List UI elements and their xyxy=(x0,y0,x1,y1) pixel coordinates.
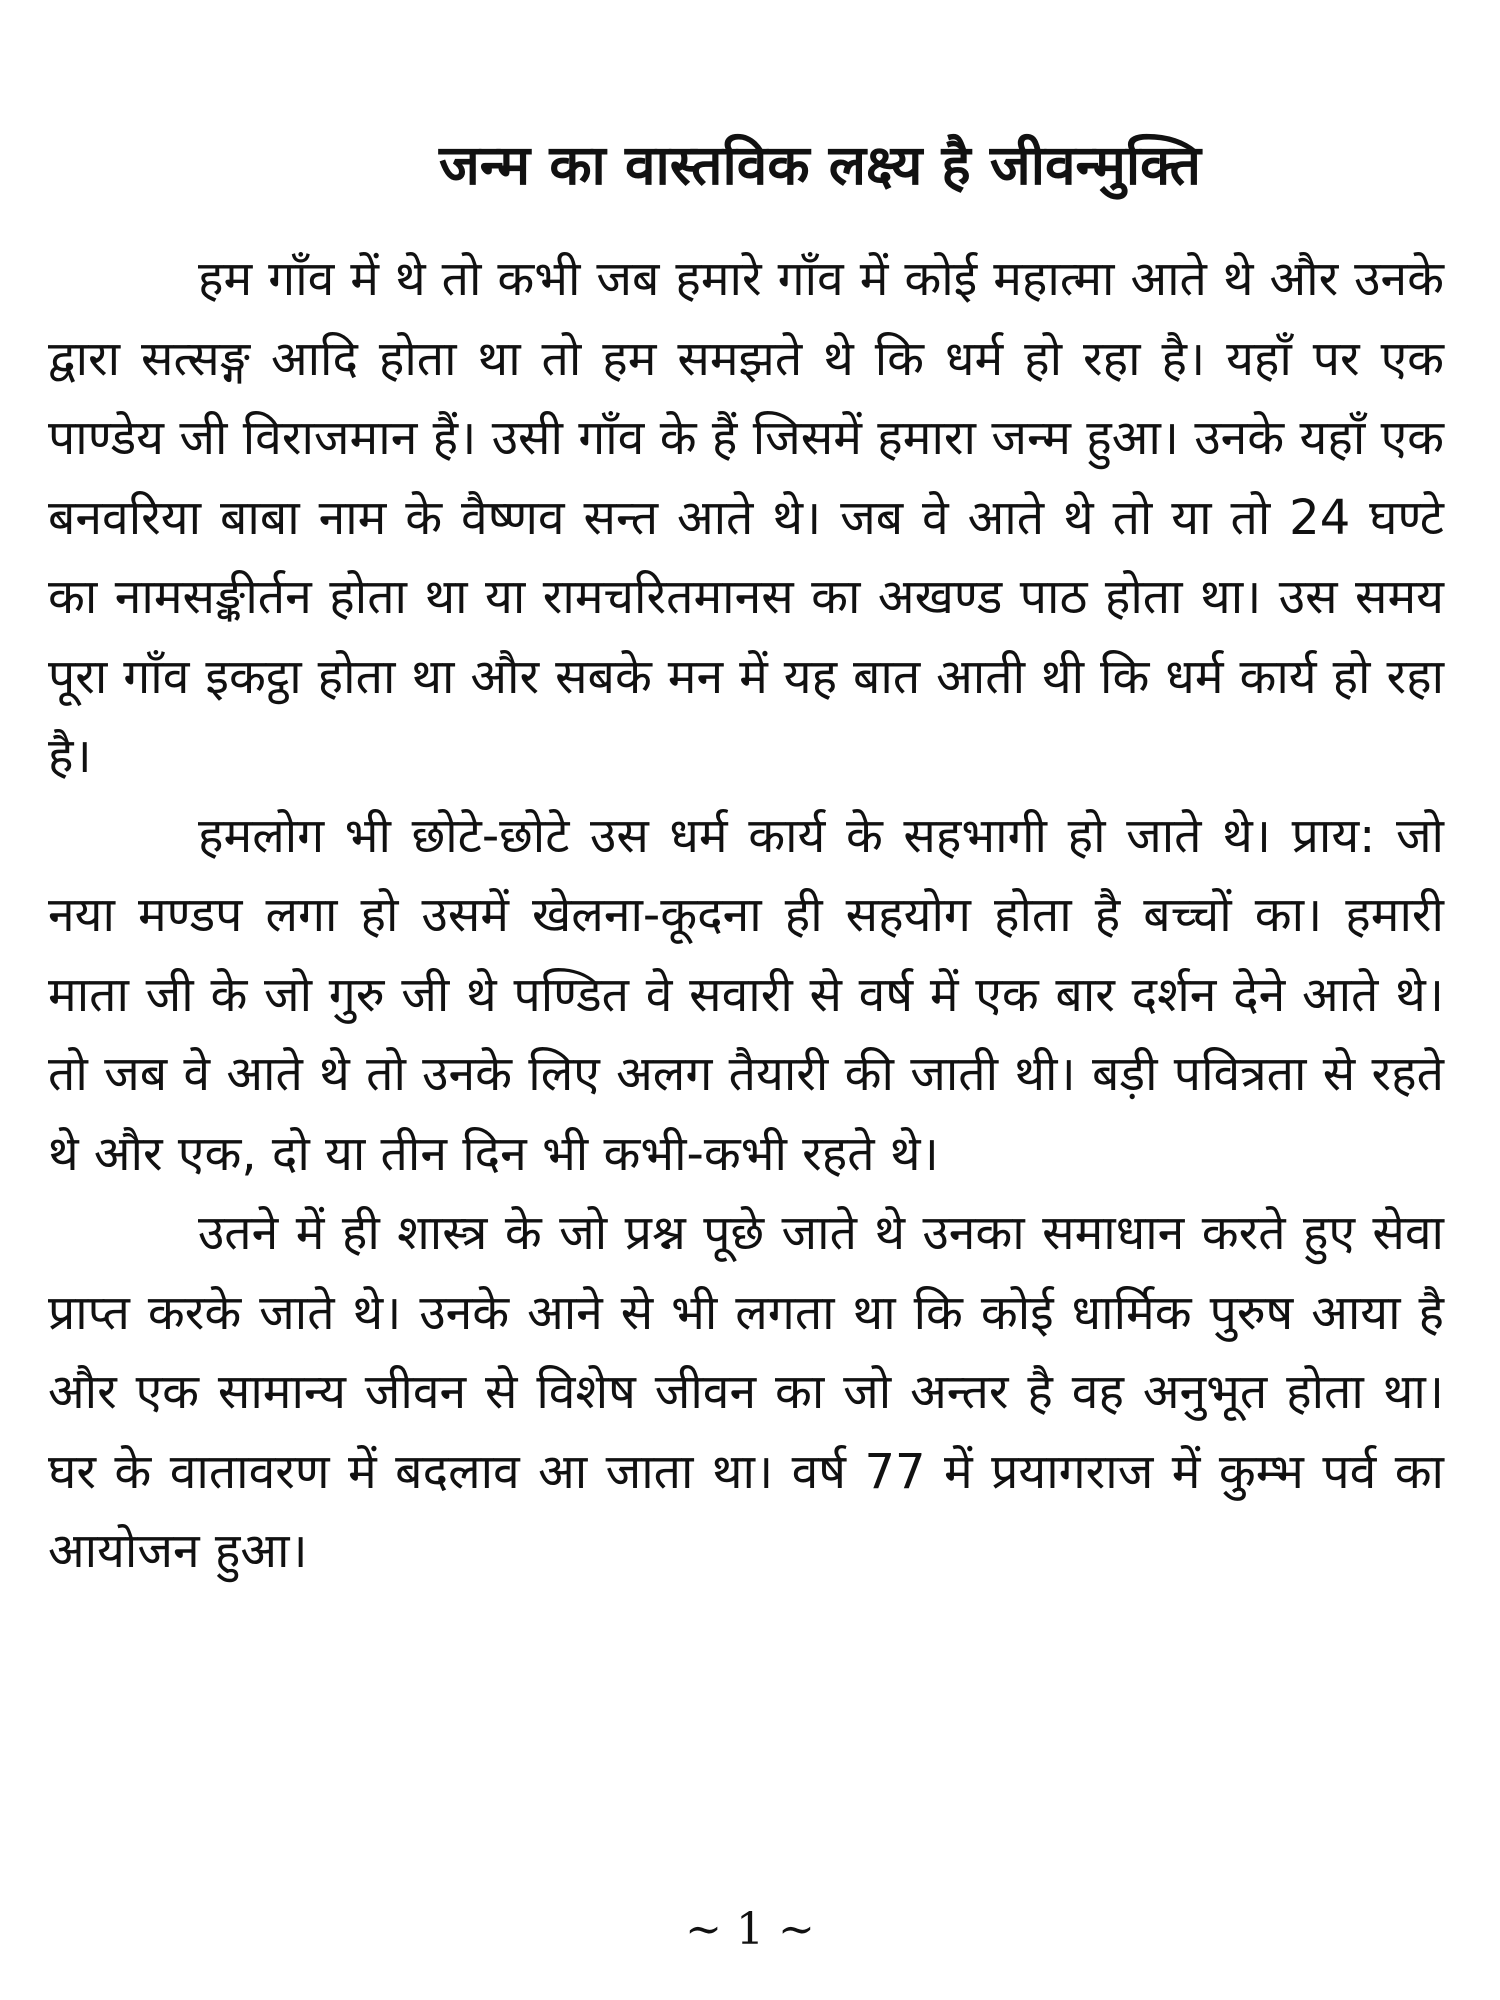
paragraph-3: उतने में ही शास्त्र के जो प्रश्न पूछे जाते थे उनका समाधान करते हुए सेवा प्राप्त करके जाते थे। उनके आने से भी लगता था कि कोई धार्मिक पुरुष आया है और एक सामान्य जीवन से विशेष जीवन का जो अन्तर है वह अनुभूत होता था। घर के वातावरण में बदलाव आ जाता था। वर्ष 77 में प्रयागराज में कुम्भ पर्व का आयोजन हुआ। xyxy=(48,1205,1444,1579)
page-number: ~ 1 ~ xyxy=(685,1904,815,1955)
page-title: जन्म का वास्तविक लक्ष्य है जीवन्मुक्ति xyxy=(438,132,1201,197)
paragraph-2: हमलोग भी छोटे-छोटे उस धर्म कार्य के सहभागी हो जाते थे। प्राय: जो नया मण्डप लगा हो उसमें खेलना-कूदना ही सहयोग होता है बच्चों का। हमारी माता जी के जो गुरु जी थे पण्डित वे सवारी से वर्ष में एक बार दर्शन देने आते थे। तो जब वे आते थे तो उनके लिए अलग तैयारी की जाती थी। बड़ी पवित्रता से रहते थे और एक, दो या तीन दिन भी कभी-कभी रहते थे। xyxy=(48,807,1444,1182)
body-text xyxy=(48,240,1444,1592)
paragraph-1: हम गाँव में थे तो कभी जब हमारे गाँव में कोई महात्मा आते थे और उनके द्वारा सत्सङ्ग आदि होता था तो हम समझते थे कि धर्म हो रहा है। यहाँ पर एक पाण्डेय जी विराजमान हैं। उसी गाँव के हैं जिसमें हमारा जन्म हुआ। उनके यहाँ एक बनवरिया बाबा नाम के वैष्णव सन्त आते थे। जब वे आते थे तो या तो 24 घण्टे का नामसङ्कीर्तन होता था या रामचरितमानस का अखण्ड पाठ होता था। उस समय पूरा गाँव इकट्ठा होता था और सबके मन में यह बात आती थी कि धर्म कार्य हो रहा है। xyxy=(48,251,1444,784)
